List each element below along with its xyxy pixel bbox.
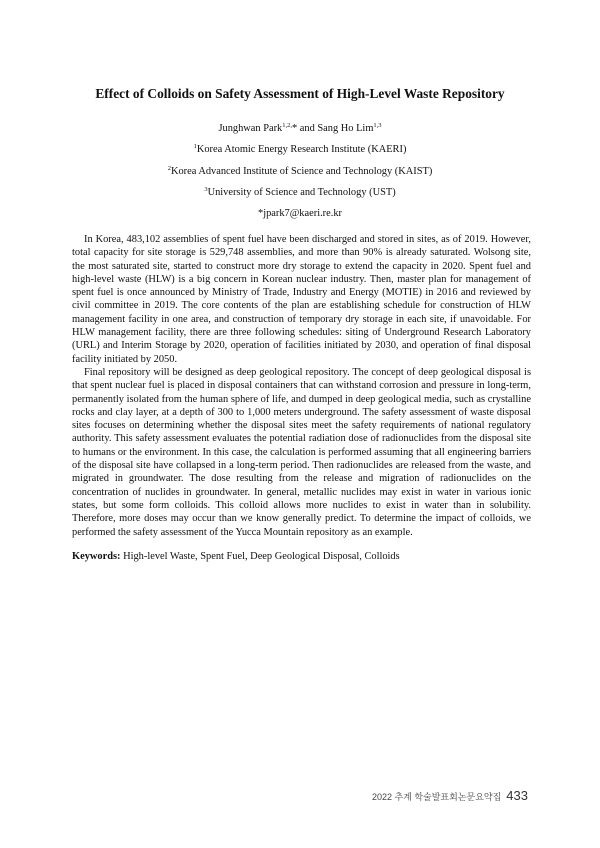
proceedings-title: 2022 추계 학술발표회논문요약집 <box>371 792 502 802</box>
page-number: 433 <box>506 788 528 803</box>
affiliation-line <box>60 139 540 160</box>
affiliation-text: Korea Atomic Energy Research Institute (KAERI) <box>196 144 407 156</box>
abstract-paragraph: In Korea, 483,102 assemblies of spent fuel have been discharged and stored in sites, as of 2019. However, total capacity for site storage is 529,748 assemblies, and more than 90% is already saturated. Wolsong site, the most saturated site, started to construct more dry storage to extend the capacity in 2020. Spent fuel and high-level waste (HLW) is a big concern in Korean nuclear industry. Then, master plan for management of spent fuel is once announced by Ministry of Trade, Industry and Energy (MOTIE) in 2016 and reviewed by civil committee in 2019. The core contents of the plan are establishing schedule for construction of HLW management facility in one area, and construction of temporary dry storage in each site, if unavoidable. For HLW management facility, there are three following schedules: siting of Underground Research Laboratory (URL) and Interim Storage by 2020, operation of facilities initiated by 2030, and operation of final disposal facility initiated by 2050. <box>72 234 531 365</box>
paper-title: Effect of Colloids on Safety Assessment of High-Level Waste Repository <box>95 86 505 101</box>
corresponding-email: *jpark7@kaeri.re.kr <box>258 208 342 220</box>
author-name: Sang Ho Lim <box>317 123 374 134</box>
affiliation-line <box>60 161 540 182</box>
author-block <box>60 118 540 224</box>
affiliation-text: Korea Advanced Institute of Science and Technology (KAIST) <box>170 165 433 177</box>
corresponding-mark: * <box>292 123 298 134</box>
affiliation-sup: 1 <box>193 143 197 151</box>
affiliation-text: University of Science and Technology (UST) <box>207 186 396 198</box>
affiliation-sup: 2 <box>167 164 171 172</box>
keywords-label: Keywords: <box>72 551 121 562</box>
abstract-paragraph: Final repository will be designed as deep geological repository. The concept of deep geological disposal is that spent nuclear fuel is placed in disposal containers that can withstand corrosion and pressure in long-term, permanently isolated from the human sphere of life, and dumped in deep geological media, such as crystalline rocks and clay layer, at a depth of 300 to 1,000 meters underground. The safety assessment of waste disposal sites focuses on determining whether the disposal sites meet the safety requirements of national regulatory authority. This safety assessment evaluates the potential radiation dose of radionuclides from the disposal site to humans or the environment. In this case, the calculation is performed assuming that all engineering barriers of the disposal site have collapsed in a long-term period. Then radionuclides are released from the waste, and migrated in groundwater. The dose resulting from the release and migration of radionuclides on the concentration of nuclides in groundwater. In general, metallic nuclides may exist in water in various ionic states, but some form colloids. This colloid allows more nuclides to exist in water than in solubility. Therefore, more doses may occur than we know generally predict. To determine the impact of colloids, we performed the safety assessment of the Yucca Mountain repository as an example. <box>72 366 531 538</box>
author-affiliation-sup: 1,3 <box>373 122 382 129</box>
abstract-body <box>72 233 531 539</box>
author-line <box>60 118 540 139</box>
keywords-text: High-level Waste, Spent Fuel, Deep Geological Disposal, Colloids <box>120 551 400 562</box>
page-footer <box>372 788 528 803</box>
affiliation-line <box>60 182 540 203</box>
author-affiliation-sup: 1,2, <box>282 122 292 129</box>
affiliation-sup: 3 <box>204 185 208 193</box>
author-joiner: and <box>297 123 318 134</box>
keywords-line <box>72 550 531 564</box>
author-name: Junghwan Park <box>218 123 283 134</box>
